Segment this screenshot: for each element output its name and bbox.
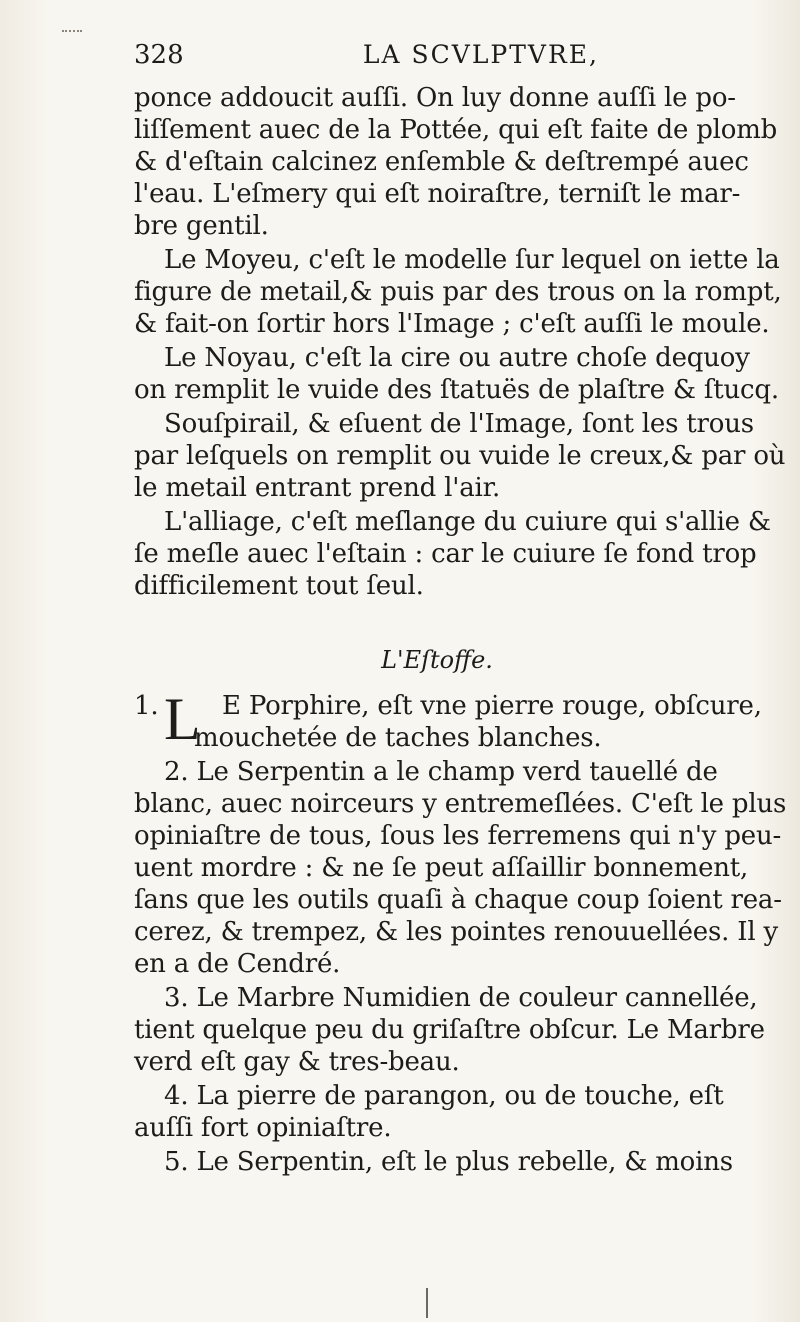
text-line: bre gentil. — [134, 211, 269, 241]
text-line: on remplit le vuide des ſtatuës de plaſtre & ſtucq. — [134, 375, 779, 405]
page-header — [134, 28, 800, 80]
text-line: uent mordre : & ne ſe peut aſſaillir bonnement, — [134, 853, 749, 883]
text-line: tient quelque peu du griſaſtre obſcur. Le Marbre — [134, 1015, 765, 1045]
paragraph — [134, 244, 800, 340]
text-line: 2. Le Serpentin a le champ verd tauellé de — [164, 757, 718, 787]
list-item — [134, 1080, 800, 1144]
text-line: blanc, auec noirceurs y entremeſlées. C'eſt le plus — [134, 789, 787, 819]
text-line: en a de Cendré. — [134, 949, 341, 979]
text-line — [134, 690, 800, 722]
text-line: 3. Le Marbre Numidien de couleur cannellée, — [164, 983, 758, 1013]
margin-mark — [62, 30, 82, 46]
list-item — [134, 982, 800, 1078]
text-line: liſſement auec de la Pottée, qui eſt faite de plomb — [134, 115, 778, 145]
text-line: 4. La pierre de parangon, ou de touche, eſt — [164, 1081, 724, 1111]
text-line: Le Noyau, c'eſt la cire ou autre choſe dequoy — [164, 343, 750, 373]
text-line: 5. Le Serpentin, eſt le plus rebelle, & moins — [164, 1147, 733, 1177]
text-line: ſans que les outils quaſi à chaque coup ſoient rea- — [134, 885, 782, 915]
list-item — [134, 686, 800, 754]
text-line: l'eau. L'eſmery qui eſt noiraſtre, terniſt le mar- — [134, 179, 741, 209]
text-line: opiniaſtre de tous, ſous les ferremens qui n'y peu- — [134, 821, 782, 851]
running-head: LA SCVLPTVRE, — [362, 40, 599, 69]
margin-mark — [426, 1288, 434, 1318]
entry-text: E Porphire, eſt vne pierre rouge, obſcure, — [222, 691, 762, 721]
text-line: figure de metail,& puis par des trous on la rompt, — [134, 277, 782, 307]
text-line: difficilement tout ſeul. — [134, 571, 424, 601]
entry-number: 1. — [134, 691, 159, 721]
text-line: & d'eſtain calcinez enſemble & deſtrempé auec — [134, 147, 749, 177]
text-line: ponce addoucit auſſi. On luy donne auſſi le po- — [134, 83, 736, 113]
text-line: par leſquels on remplit ou vuide le creux,& par où — [134, 441, 786, 471]
text-line: ſe meſle auec l'eſtain : car le cuiure ſe fond trop — [134, 539, 757, 569]
paragraph — [134, 82, 800, 242]
list-item — [134, 756, 800, 980]
text-line: cerez, & trempez, & les pointes renouuellées. Il y — [134, 917, 778, 947]
text-block — [134, 28, 800, 1178]
section-title: L'Eſtoffe. — [381, 646, 493, 674]
text-line: le metail entrant prend l'air. — [134, 473, 501, 503]
text-line: mouchetée de taches blanches. — [194, 723, 602, 753]
text-line: Souſpirail, & eſuent de l'Image, ſont les trous — [164, 409, 754, 439]
paragraph — [134, 408, 800, 504]
text-line: auſſi fort opiniaſtre. — [134, 1113, 392, 1143]
page-number: 328 — [134, 40, 184, 70]
paragraph — [134, 506, 800, 602]
text-line: & fait-on ſortir hors l'Image ; c'eſt auſſi le moule. — [134, 309, 770, 339]
paragraph — [134, 342, 800, 406]
text-line: Le Moyeu, c'eſt le modelle ſur lequel on iette la — [164, 245, 780, 275]
text-line: verd eſt gay & tres-beau. — [134, 1047, 460, 1077]
list-item — [134, 1146, 800, 1178]
text-line: L'alliage, c'eſt meſlange du cuiure qui s'allie & — [164, 507, 771, 537]
drop-cap: L — [164, 686, 201, 752]
